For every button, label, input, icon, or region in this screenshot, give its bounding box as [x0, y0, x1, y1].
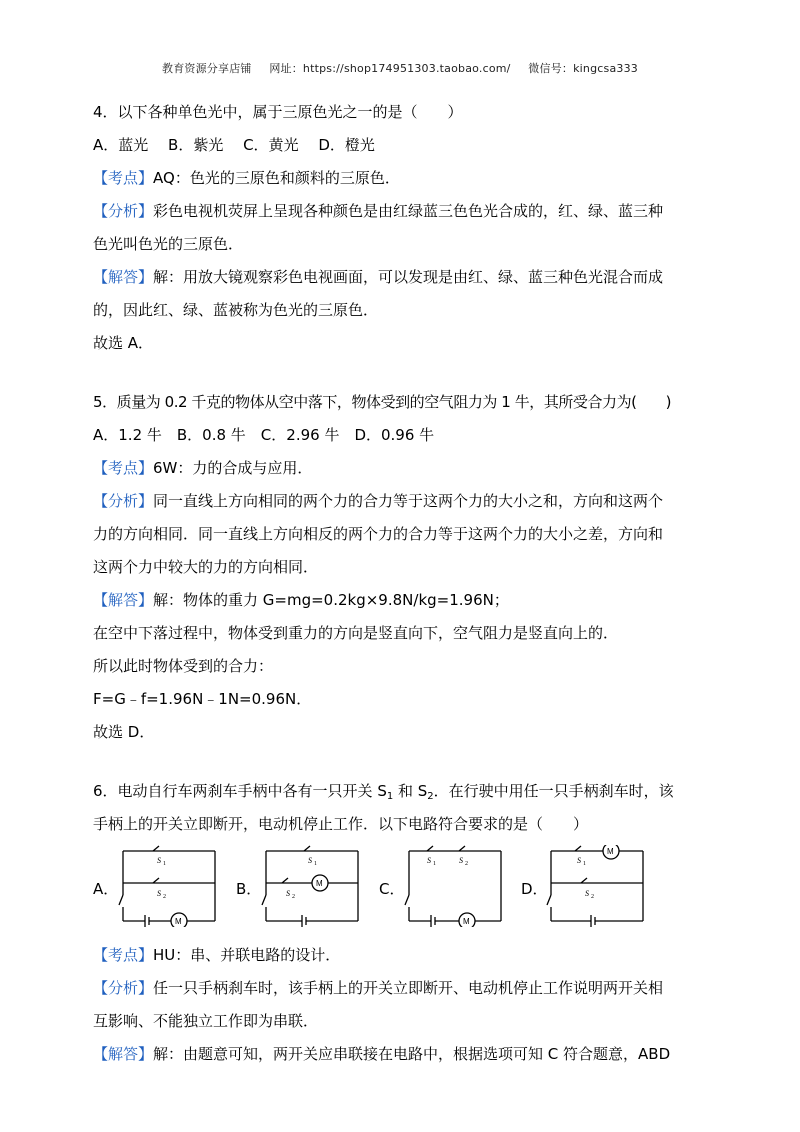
jieda-formula: F=G﹣f=1.96N﹣1N=0.96N． — [93, 690, 312, 708]
circuit-diagram-b — [260, 845, 365, 927]
shop-name: 教育资源分享店铺 — [162, 62, 252, 75]
s2-label: S — [459, 856, 463, 865]
motor-label: M — [175, 917, 182, 926]
fenxi-text-cont: 力的方向相同．同一直线上方向相反的两个力的合力等于这两个力的大小之差，方向和 — [93, 525, 664, 543]
jieda-row — [93, 261, 713, 294]
fenxi-tag: 【分析】 — [93, 979, 154, 997]
kaodian-tag: 【考点】 — [93, 459, 154, 477]
answer-choice: 故选 D． — [93, 723, 155, 741]
subscript-2: 2 — [427, 791, 434, 802]
question-4 — [93, 96, 713, 360]
question-stem-cont: 手柄上的开关立即断开，电动机停止工作．以下电路符合要求的是（ ） — [93, 815, 589, 833]
question-stem: 4．以下各种单色光中，属于三原色光之一的是（ ） — [93, 103, 463, 121]
jieda-tag: 【解答】 — [93, 1045, 154, 1063]
s2-label: S — [286, 889, 290, 898]
spacer — [93, 360, 713, 386]
spacer — [93, 749, 713, 775]
stem-part: 和 S — [393, 782, 428, 800]
s1-sub: 1 — [314, 861, 317, 867]
s2-sub: 2 — [163, 894, 166, 900]
fenxi-tag: 【分析】 — [93, 492, 154, 510]
motor-label: M — [607, 847, 614, 856]
question-stem: 5．质量为 0.2 千克的物体从空中落下，物体受到的空气阻力为 1 牛，其所受合力为( ) — [93, 393, 672, 411]
jieda-tag: 【解答】 — [93, 591, 154, 609]
fenxi-row — [93, 195, 713, 228]
s1-label: S — [427, 856, 431, 865]
kaodian-row — [93, 162, 713, 195]
circuit-options — [93, 845, 713, 935]
kaodian-text: AQ：色光的三原色和颜料的三原色． — [153, 169, 400, 187]
kaodian-text: 6W：力的合成与应用． — [153, 459, 313, 477]
fenxi-row — [93, 485, 713, 518]
jieda-text-cont: 在空中下落过程中，物体受到重力的方向是竖直向下，空气阻力是竖直向上的． — [93, 624, 619, 642]
fenxi-text: 同一直线上方向相同的两个力的合力等于这两个力的大小之和，方向和这两个 — [153, 492, 664, 510]
option-label: C． — [379, 880, 405, 898]
stem-part: ．在行驶中用任一只手柄刹车时，该 — [433, 782, 674, 800]
subscript-1: 1 — [386, 791, 394, 802]
s2-sub: 2 — [591, 894, 594, 900]
kaodian-text: HU：串、并联电路的设计． — [153, 946, 341, 964]
option-label: A． — [93, 880, 119, 898]
shop-url[interactable]: 网址：https://shop174951303.taobao.com/ — [269, 62, 511, 75]
s1-sub: 1 — [583, 861, 586, 867]
circuit-diagram-d — [545, 845, 650, 927]
kaodian-tag: 【考点】 — [93, 946, 154, 964]
question-stem — [93, 775, 713, 808]
fenxi-text-cont: 互影响、不能独立工作即为串联． — [93, 1012, 319, 1030]
s1-label: S — [577, 856, 581, 865]
jieda-row — [93, 584, 713, 617]
answer-choice: 故选 A． — [93, 334, 154, 352]
circuit-diagram-a — [117, 845, 222, 927]
kaodian-row — [93, 452, 713, 485]
circuit-diagram-c — [403, 845, 508, 927]
jieda-text: 解：由题意可知，两开关应串联接在电路中，根据选项可知 C 符合题意，ABD — [153, 1045, 671, 1063]
jieda-text-cont: 所以此时物体受到的合力： — [93, 657, 274, 675]
fenxi-row — [93, 972, 713, 1005]
s2-sub: 2 — [292, 894, 295, 900]
s2-label: S — [157, 889, 161, 898]
motor-label: M — [316, 879, 323, 888]
wechat-id: 微信号：kingcsa333 — [528, 62, 638, 75]
fenxi-text-cont: 这两个力中较大的力的方向相同． — [93, 558, 319, 576]
jieda-tag: 【解答】 — [93, 268, 154, 286]
question-options: A．1.2 牛 B．0.8 牛 C．2.96 牛 D．0.96 牛 — [93, 426, 435, 444]
motor-label: M — [463, 917, 470, 926]
page-header — [0, 60, 800, 76]
question-options: A．蓝光 B．紫光 C．黄光 D．橙光 — [93, 136, 375, 154]
jieda-text: 解：物体的重力 G=mg=0.2kg×9.8N/kg=1.96N； — [153, 591, 509, 609]
fenxi-text: 彩色电视机荧屏上呈现各种颜色是由红绿蓝三色色光合成的，红、绿、蓝三种 — [153, 202, 664, 220]
s1-label: S — [308, 856, 312, 865]
jieda-text-cont: 的，因此红、绿、蓝被称为色光的三原色． — [93, 301, 379, 319]
fenxi-text: 任一只手柄刹车时，该手柄上的开关立即断开、电动机停止工作说明两开关相 — [153, 979, 664, 997]
jieda-text: 解：用放大镜观察彩色电视画面，可以发现是由红、绿、蓝三种色光混合而成 — [153, 268, 664, 286]
jieda-row — [93, 1038, 713, 1071]
fenxi-text-cont: 色光叫色光的三原色． — [93, 235, 244, 253]
option-label: D． — [521, 880, 548, 898]
s1-sub: 1 — [433, 861, 436, 867]
s1-sub: 1 — [163, 861, 166, 867]
stem-part: 6．电动自行车两刹车手柄中各有一只开关 S — [93, 782, 387, 800]
document-body — [93, 96, 713, 1071]
fenxi-tag: 【分析】 — [93, 202, 154, 220]
kaodian-tag: 【考点】 — [93, 169, 154, 187]
s2-label: S — [585, 889, 589, 898]
s2-sub: 2 — [465, 861, 468, 867]
kaodian-row — [93, 939, 713, 972]
question-5 — [93, 386, 713, 749]
option-label: B． — [236, 880, 262, 898]
s1-label: S — [157, 856, 161, 865]
question-6 — [93, 775, 713, 1071]
